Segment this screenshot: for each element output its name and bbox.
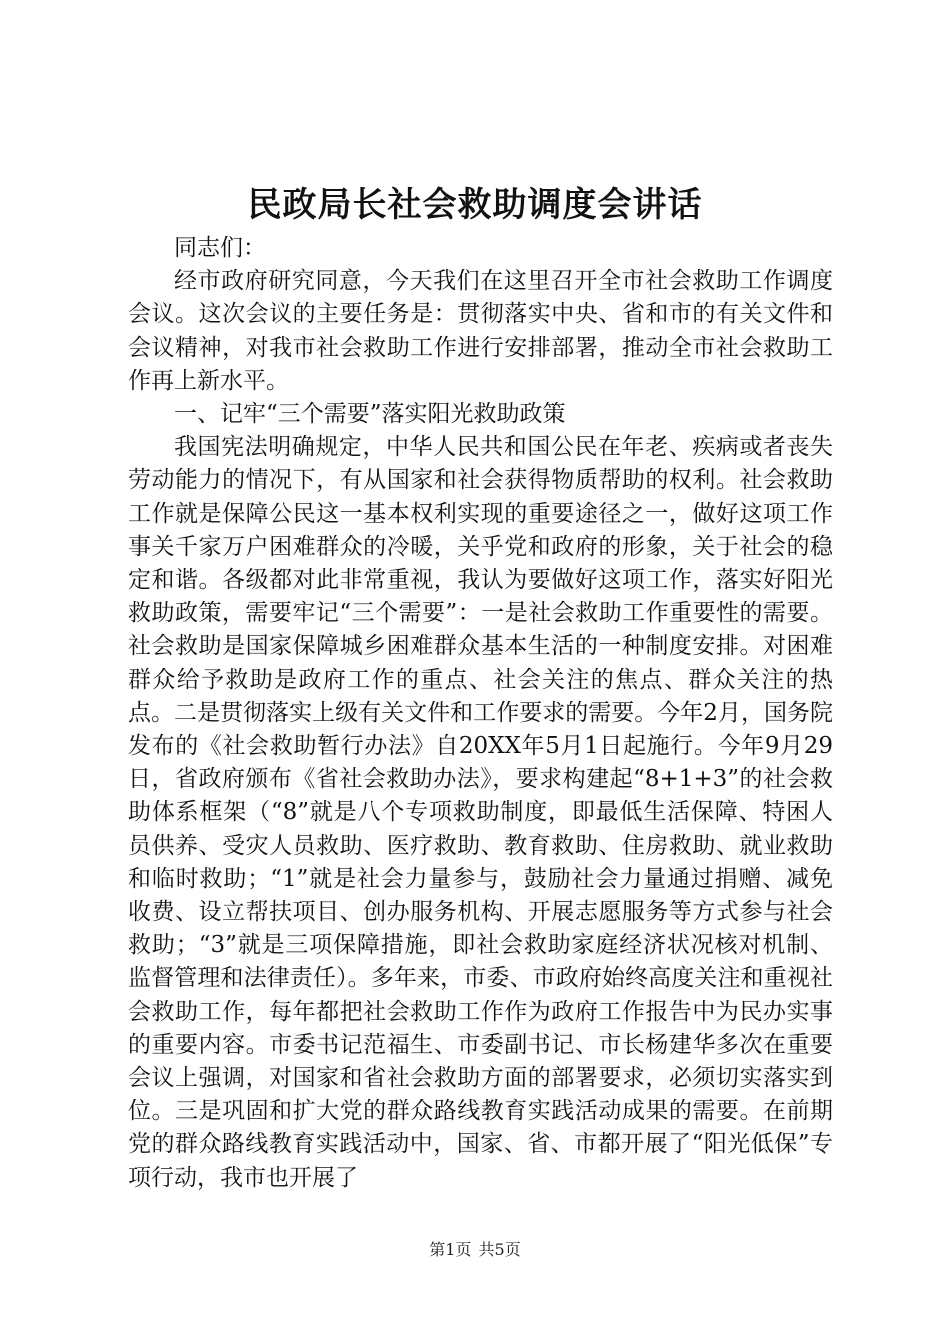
intro-paragraph: 经市政府研究同意，今天我们在这里召开全市社会救助工作调度会议。这次会议的主要任务是：贯彻落实中央、省和市的有关文件和会议精神，对我市社会救助工作进行安排部署，推动全市社会救助工作再上新水平。 [128, 268, 833, 394]
page-footer [0, 1238, 950, 1262]
total-pages: 共5页 [478, 1240, 521, 1259]
salutation: 同志们： [174, 235, 266, 261]
document-title: 民政局长社会救助调度会讲话 [247, 185, 703, 225]
page-number: 第1页 [429, 1240, 472, 1259]
section-heading: 一、记牢“三个需要”落实阳光救助政策 [174, 401, 566, 428]
document-body [128, 232, 833, 1195]
body-paragraph: 我国宪法明确规定，中华人民共和国公民在年老、疾病或者丧失劳动能力的情况下，有从国家和社会获得物质帮助的权利。社会救助工作就是保障公民这一基本权利实现的重要途径之一，做好这项工作事关千家万户困难群众的冷暖，关乎党和政府的形象，关于社会的稳定和谐。各级都对此非常重视，我认为要做好这项工作，落实好阳光救助政策，需要牢记“三个需要”：一是社会救助工作重要性的需要。社会救助是国家保障城乡困难群众基本生活的一种制度安排。对困难群众给予救助是政府工作的重点、社会关注的焦点、群众关注的热点。二是贯彻落实上级有关文件和工作要求的需要。今年2月，国务院发布的《社会救助暂行办法》自20XX年5月1日起施行。今年9月29日，省政府颁布《省社会救助办法》，要求构建起“8+1+3”的社会救助体系框架（“8”就是八个专项救助制度，即最低生活保障、特困人员供养、受灾人员救助、医疗救助、教育救助、住房救助、就业救助和临时救助；“1”就是社会力量参与，鼓励社会力量通过捐赠、减免收费、设立帮扶项目、创办服务机构、开展志愿服务等方式参与社会救助；“3”就是三项保障措施，即社会救助家庭经济状况核对机制、监督管理和法律责任）。多年来，市委、市政府始终高度关注和重视社会救助工作，每年都把社会救助工作作为政府工作报告中为民办实事的重要内容。市委书记范福生、市委副书记、市长杨建华多次在重要会议上强调，对国家和省社会救助方面的部署要求，必须切实落实到位。三是巩固和扩大党的群众路线教育实践活动成果的需要。在前期党的群众路线教育实践活动中，国家、省、市都开展了“阳光低保”专项行动，我市也开展了 [128, 434, 833, 1191]
